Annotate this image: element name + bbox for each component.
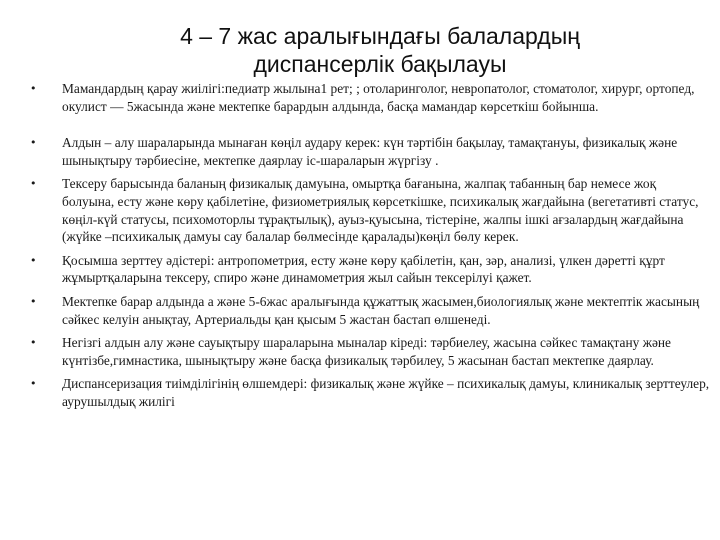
bullet-icon: • — [30, 177, 37, 191]
list-item-text: Алдын – алу шараларында мынаған көңіл аудару керек: күн тәртібін бақылау, тамақтануы, физикалық және шынықтыру тәрбиесіне, мектепке даярлау іс-шараларын жүргізу . — [62, 135, 678, 168]
list-item — [20, 293, 710, 328]
list-item — [20, 334, 710, 369]
list-item-text: Қосымша зерттеу әдістері: антропометрия, есту және көру қабілетін, қан, зәр, анализі, үлкен дәретті құрт жұмыртқаларына тексеру, спиро және динамометрия жыл сайын тексерілуі қажет. — [62, 252, 665, 286]
list-item-text: Тексеру барысында баланың физикалық дамуына, омыртқа бағанына, жалпақ табанның бар немесе жоқ болуына, есту және көру қабілетіне, физиометриялық көрсеткішке, психикалық жағдайына (вегетативті статус, көңіл-күй статусы, психомоторлы тұрақтылық), ауыз-қуысына, тістеріне, жалпы ішкі ағзалардың жағдайына (жүйке –психикалық дамуы сау балалар бөлмесінде қаралады)көңіл бөлу керек. — [62, 176, 699, 245]
bullet-icon: • — [30, 336, 37, 350]
page-title — [60, 22, 700, 78]
list-item-text: Мамандардың қарау жиілігі:педиатр жылына1 рет; ; отоларинголог, невропатолог, стоматолог, хирург, ортопед, окулист — 5жасында және мектепке барардын алдында, басқа мамандар көрсеткіш бойынша. — [62, 81, 695, 114]
list-item — [20, 175, 710, 245]
list-item — [20, 375, 710, 410]
bullet-list — [20, 80, 710, 417]
bullet-icon: • — [30, 294, 37, 308]
bullet-icon: • — [30, 253, 37, 267]
list-item-text: Диспансеризация тиімділігінің өлшемдері: физикалық және жүйке – психикалық дамуы, клиникалық зерттеулер, аурушылдық жилігі — [62, 376, 710, 409]
list-item-text: Мектепке барар алдында а және 5-6жас аралығында құжаттық жасымен,биологиялық және мектептік жасының сәйкес келуін анықтау, Артериальды қан қысым 5 жастан бастап өлшенеді. — [62, 293, 700, 327]
title-line-2: диспансерлік бақылауы — [253, 51, 507, 77]
list-item — [20, 252, 710, 287]
list-item — [20, 134, 710, 169]
bullet-icon: • — [30, 377, 37, 391]
list-item-text: Негізгі алдын алу және сауықтыру шараларына мыналар кіреді: тәрбиелеу, жасына сәйкес тамақтану және күнтізбе,гимнастика, шынықтыру және басқа физикалық тәрбилеу, 5 жасынан бастап мектепке даярлау. — [62, 335, 672, 368]
list-item — [20, 80, 710, 115]
bullet-icon: • — [30, 136, 37, 150]
title-line-1: 4 – 7 жас аралығындағы балалардың — [180, 23, 580, 49]
bullet-icon: • — [30, 82, 37, 95]
